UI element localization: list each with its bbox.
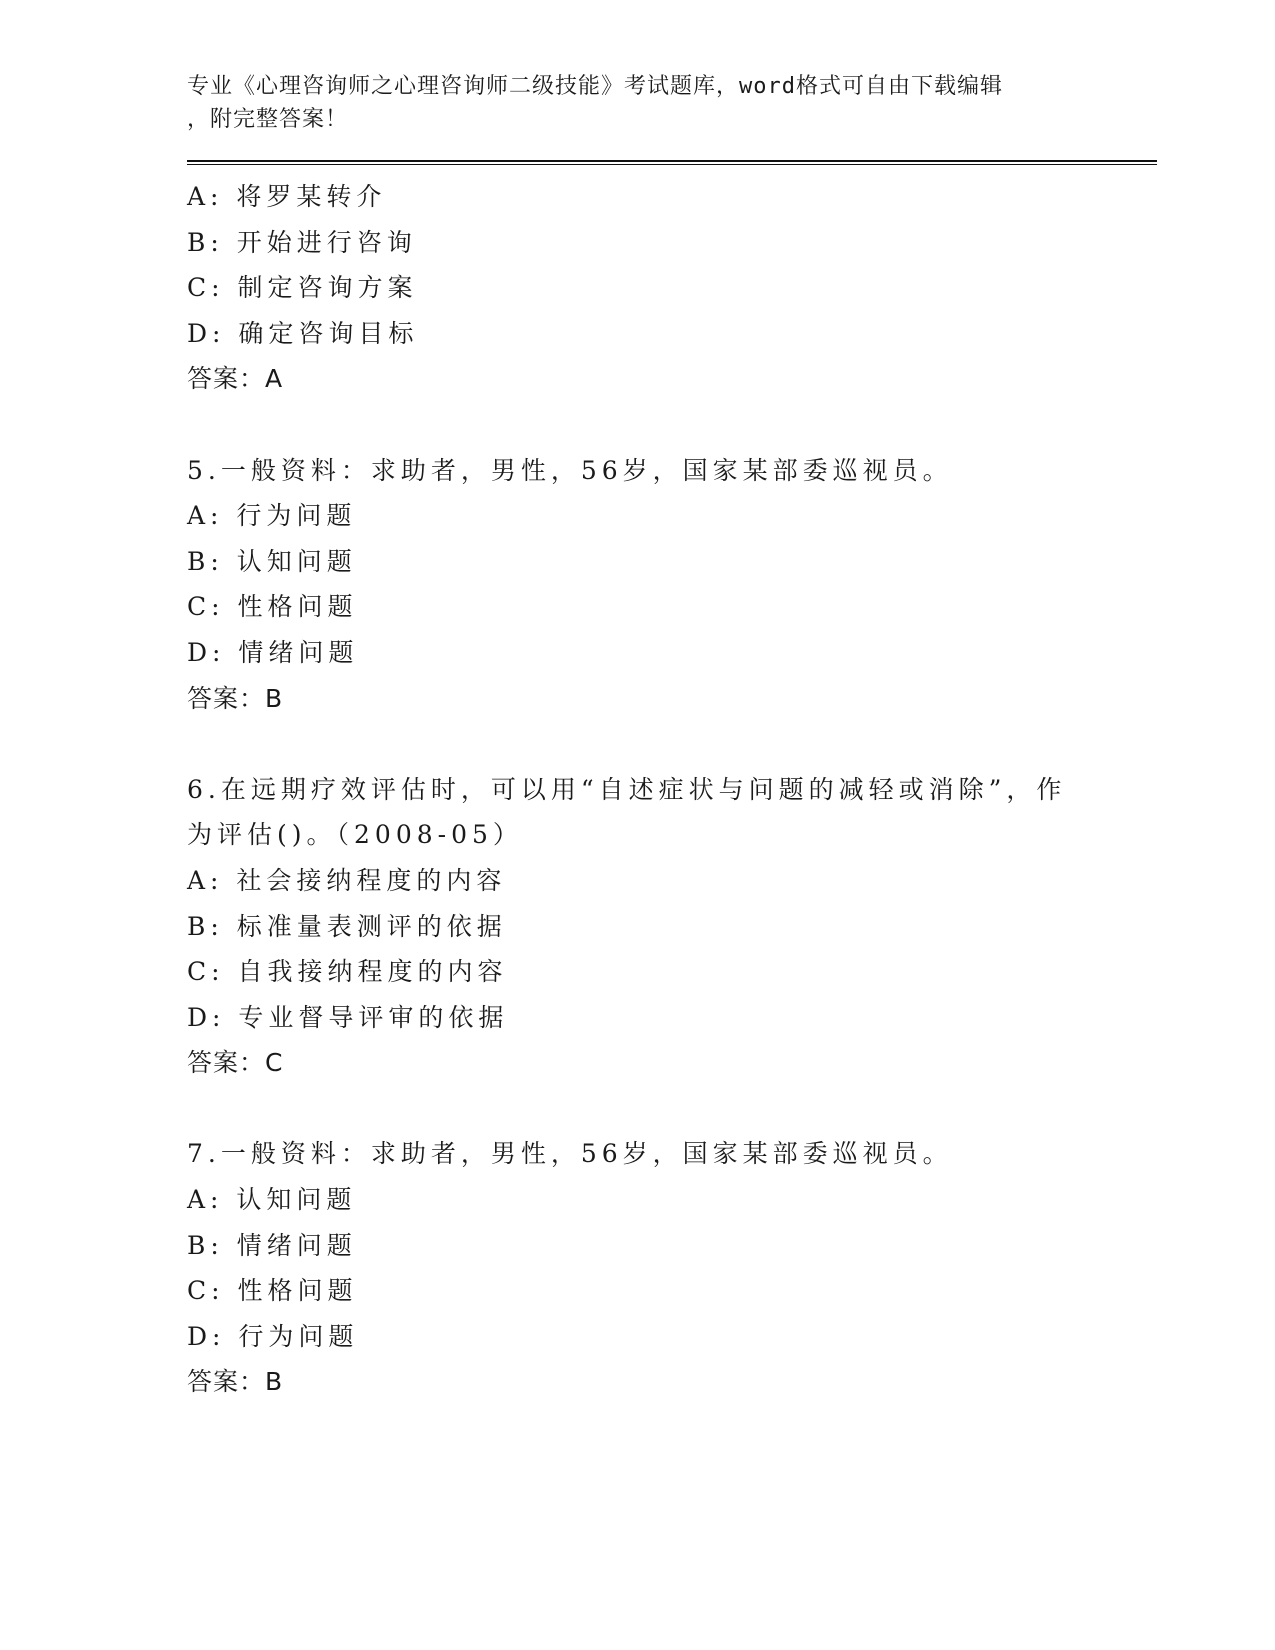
option-c: C: 自我接纳程度的内容 <box>187 957 508 987</box>
option-b: B: 开始进行咨询 <box>187 227 417 257</box>
option-c: C: 性格问题 <box>187 1276 358 1306</box>
answer: 答案：B <box>187 1367 284 1397</box>
header-line-2: ，附完整答案！ <box>187 107 349 132</box>
header-line-1: 专业《心理咨询师之心理咨询师二级技能》考试题库，word格式可自由下载编辑 <box>187 74 1003 99</box>
question-stem: 7.一般资料：求助者，男性，56岁，国家某部委巡视员。 <box>187 1139 953 1169</box>
document-page <box>187 70 1157 1405</box>
option-a: A: 行为问题 <box>187 501 357 531</box>
option-d: D: 确定咨询目标 <box>187 318 419 348</box>
option-b: B: 标准量表测评的依据 <box>187 911 507 941</box>
document-header <box>187 70 1157 136</box>
option-a: A: 社会接纳程度的内容 <box>187 865 507 895</box>
spacer <box>187 721 1157 767</box>
option-b: B: 认知问题 <box>187 546 357 576</box>
question-5 <box>187 448 1157 722</box>
question-6 <box>187 767 1157 1086</box>
question-stem-line-2: 为评估()。（2008-05） <box>187 820 523 850</box>
answer: 答案：C <box>187 1048 284 1078</box>
option-b: B: 情绪问题 <box>187 1230 357 1260</box>
option-a: A: 认知问题 <box>187 1185 357 1215</box>
option-c: C: 性格问题 <box>187 592 358 622</box>
spacer <box>187 402 1157 448</box>
question-stem: 5.一般资料：求助者，男性，56岁，国家某部委巡视员。 <box>187 455 953 485</box>
answer: 答案：B <box>187 683 284 713</box>
header-divider <box>187 160 1157 162</box>
option-d: D: 情绪问题 <box>187 637 359 667</box>
option-a: A: 将罗某转介 <box>187 182 387 211</box>
answer: 答案：A <box>187 364 284 394</box>
option-c: C: 制定咨询方案 <box>187 273 418 303</box>
option-d: D: 专业督导评审的依据 <box>187 1002 509 1032</box>
question-7 <box>187 1131 1157 1405</box>
option-d: D: 行为问题 <box>187 1321 359 1351</box>
question-4 <box>187 174 1157 402</box>
spacer <box>187 1086 1157 1132</box>
question-stem-line-1: 6.在远期疗效评估时，可以用“自述症状与问题的减轻或消除”，作 <box>187 774 1067 804</box>
